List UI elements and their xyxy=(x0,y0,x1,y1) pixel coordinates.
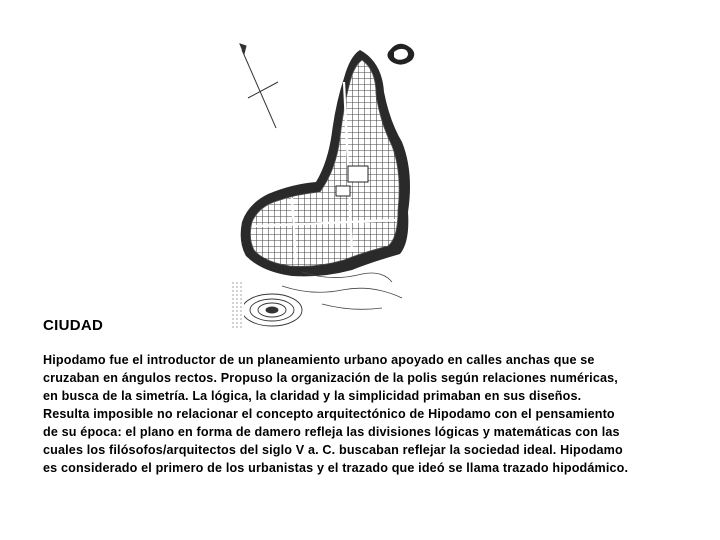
paragraph-line: es considerado el primero de los urbanistas y el trazado que ideó se llama trazado hipodámico. xyxy=(43,461,629,475)
island-shape xyxy=(387,44,414,65)
paragraph-line: en busca de la simetría. La lógica, la claridad y la simplicidad primaban en sus diseños. xyxy=(43,389,582,403)
body-paragraph xyxy=(43,351,693,477)
paragraph-line: Resulta imposible no relacionar el concepto arquitectónico de Hipodamo con el pensamiento xyxy=(43,407,615,421)
building-block xyxy=(336,186,350,196)
page-title: CIUDAD xyxy=(43,317,104,334)
agora-block xyxy=(348,166,368,182)
compass-icon xyxy=(240,44,278,128)
paragraph-line: de su época: el plano en forma de damero refleja las divisiones lógicas y matemáticas con las xyxy=(43,425,620,439)
terrain-dots xyxy=(232,282,244,328)
paragraph-line: cruzaban en ángulos rectos. Propuso la organización de la polis según relaciones numéricas, xyxy=(43,371,618,385)
contour-hill xyxy=(242,294,302,326)
city-plan-map xyxy=(232,42,434,328)
city-grid-plan-map-icon xyxy=(232,42,434,328)
paragraph-line: cuales los filósofos/arquitectos del siglo V a. C. buscaban reflejar la sociedad ideal. Hipodamo xyxy=(43,443,623,457)
paragraph-line: Hipodamo fue el introductor de un planeamiento urbano apoyado en calles anchas que se xyxy=(43,353,595,367)
